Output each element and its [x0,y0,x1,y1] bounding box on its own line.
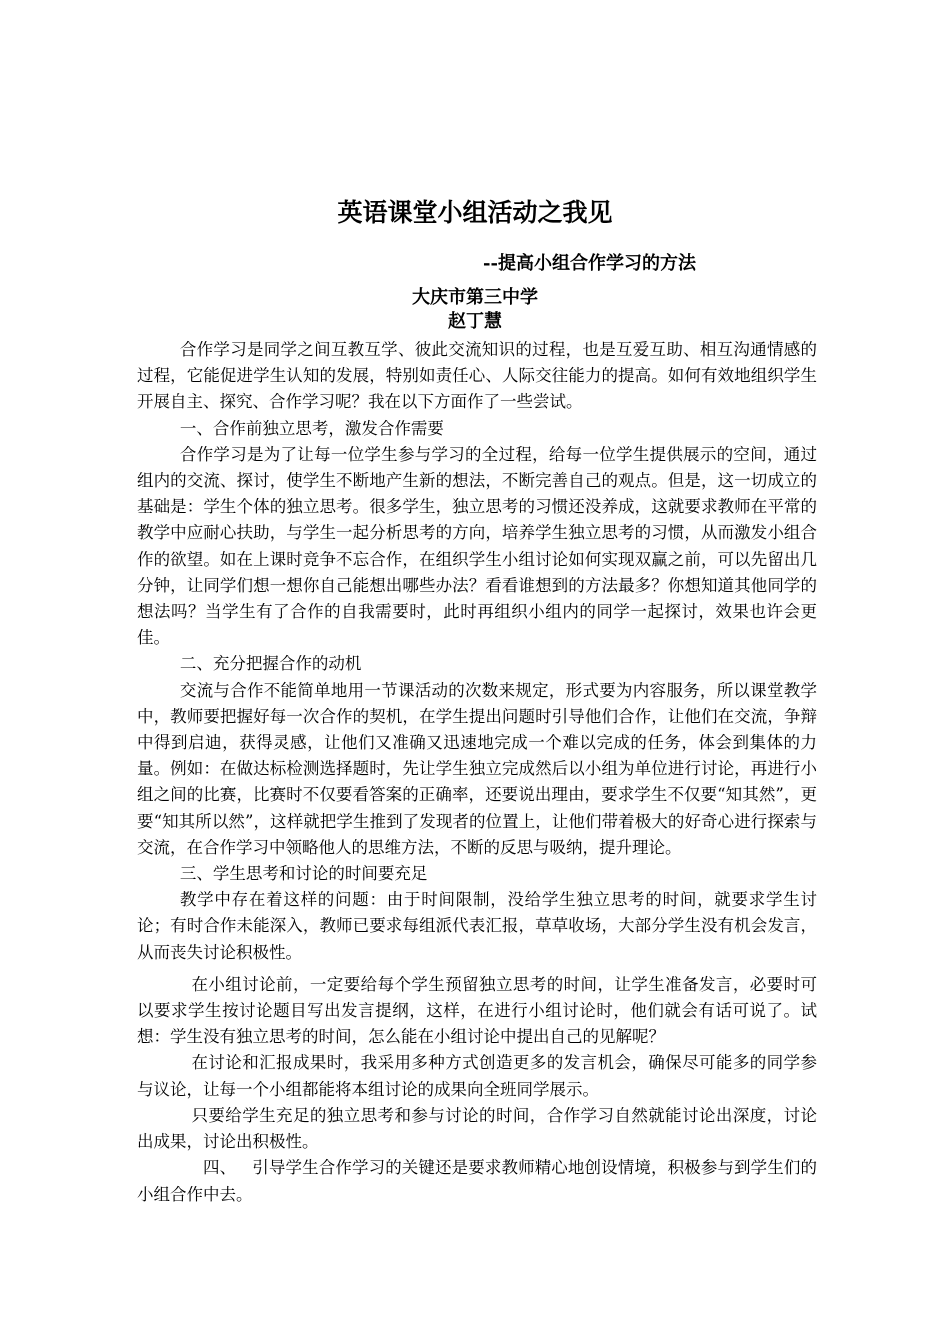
document-body [137,337,817,1208]
paragraph-section-3c: 在讨论和汇报成果时，我采用多种方式创造更多的发言机会，确保尽可能多的同学参与议论，让每一个小组都能将本组讨论的成果向全班同学展示。 [137,1053,817,1099]
paragraph-section-2: 交流与合作不能简单地用一节课活动的次数来规定，形式要为内容服务，所以课堂教学中，教师要把握好每一次合作的契机，在学生提出问题时引导他们合作，让他们在交流，争辩中得到启迪，获得灵感，让他们又准确又迅速地完成一个难以完成的任务，体会到集体的力量。例如：在做达标检测选择题时，先让学生独立完成然后以小组为单位进行讨论，再进行小组之间的比赛，比赛时不仅要看答案的正确率，还要说出理由，要求学生不仅要“知其然”，更要“知其所以然”，这样就把学生推到了发现者的位置上，让他们带着极大的好奇心进行探索与交流，在合作学习中领略他人的思维方法，不断的反思与吸纳，提升理论。 [137,680,817,857]
section-heading-3: 三、学生思考和讨论的时间要充足 [179,864,428,884]
school-name: 大庆市第三中学 [412,287,538,308]
document-title: 英语课堂小组活动之我见 [337,198,613,227]
section-heading-2: 二、充分把握合作的动机 [179,654,362,674]
author-name: 赵丁慧 [448,311,502,332]
paragraph-section-3b: 在小组讨论前，一定要给每个学生预留独立思考的时间，让学生准备发言，必要时可以要求学生按讨论题目写出发言提纲，这样，在进行小组讨论时，他们就会有话可说了。试想：学生没有独立思考的时间，怎么能在小组讨论中提出自己的见解呢？ [137,974,817,1047]
document-subtitle: --提高小组合作学习的方法 [483,253,696,274]
paragraph-section-3a: 教学中存在着这样的问题：由于时间限制，没给学生独立思考的时间，就要求学生讨论；有时合作未能深入，教师已要求每组派代表汇报，草草收场，大部分学生没有机会发言，从而丧失讨论积极性。 [137,890,817,962]
paragraph-section-1: 合作学习是为了让每一位学生参与学习的全过程，给每一位学生提供展示的空间，通过组内的交流、探讨，使学生不断地产生新的想法，不断完善自己的观点。但是，这一切成立的基础是：学生个体的独立思考。很多学生，独立思考的习惯还没养成，这就要求教师在平常的教学中应耐心扶助，与学生一起分析思考的方向，培养学生独立思考的习惯，从而激发小组合作的欲望。如在上课时竞争不忘合作，在组织学生小组讨论如何实现双赢之前，可以先留出几分钟，让同学们想一想你自己能想出哪些办法？看看谁想到的方法最多？你想知道其他同学的想法吗？当学生有了合作的自我需要时，此时再组织小组内的同学一起探讨，效果也许会更佳。 [137,444,817,648]
paragraph-section-3d: 只要给学生充足的独立思考和参与讨论的时间，合作学习自然就能讨论出深度，讨论出成果，讨论出积极性。 [137,1105,817,1152]
paragraph-intro: 合作学习是同学之间互教互学、彼此交流知识的过程，也是互爱互助、相互沟通情感的过程，它能促进学生认知的发展，特别如责任心、人际交往能力的提高。如何有效地组织学生开展自主、探究、合作学习呢？我在以下方面作了一些尝试。 [137,340,817,412]
section-heading-1: 一、合作前独立思考，激发合作需要 [179,418,444,438]
section-heading-4: 四、 引导学生合作学习的关键还是要求教师精心地创设情境，积极参与到学生们的小组合作中去。 [137,1158,817,1204]
